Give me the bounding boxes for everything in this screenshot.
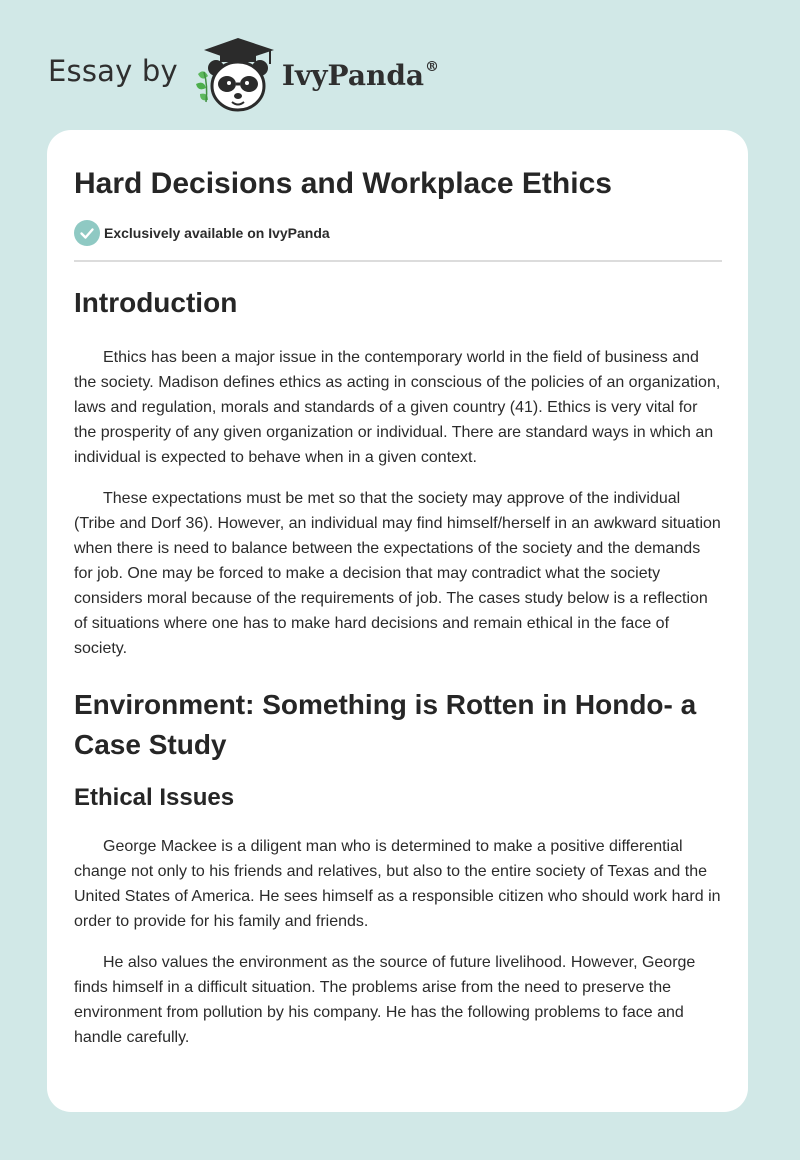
section-heading-case-study: Environment: Something is Rotten in Hondo- a Case Study (74, 689, 697, 760)
title-divider (74, 260, 722, 262)
site-header (48, 34, 439, 114)
paragraph: Ethics has been a major issue in the contemporary world in the field of business and the society. Madison defines ethics as acting in conscious of the policies of an organization, laws and regulation, morals and standards of a given country (41). Ethics is very vital for the prosperity of any given organization or individual. There are standard ways in which an individual is expected to behave when in a given context. (74, 349, 721, 466)
check-circle-icon (74, 220, 100, 246)
essay-title: Hard Decisions and Workplace Ethics (74, 167, 612, 200)
section-heading-introduction: Introduction (74, 287, 238, 318)
panda-graduate-logo-icon (190, 34, 280, 114)
essay-by-label: Essay by (48, 54, 178, 88)
paragraph: George Mackee is a diligent man who is determined to make a positive differential change not only to his friends and relatives, but also to the entire society of Texas and the United States of America. He sees himself as a responsible citizen who should work hard in order to provide for his family and friends. (74, 838, 721, 930)
exclusive-badge-label: Exclusively available on IvyPanda (104, 225, 330, 241)
essay-card (47, 130, 748, 1112)
brand-name: IvyPanda® (281, 58, 440, 92)
paragraph: He also values the environment as the source of future livelihood. However, George finds himself in a difficult situation. The problems arise from the need to preserve the environment from pollution by his company. He has the following problems to face and handle carefully. (74, 954, 696, 1046)
subheading-ethical-issues: Ethical Issues (74, 784, 235, 811)
exclusive-badge (74, 220, 722, 246)
paragraph: These expectations must be met so that the society may approve of the individual (Tribe and Dorf 36). However, an individual may find himself/herself in an awkward situation when there is need to balance between the expectations of the society and the demands for job. One may be forced to make a decision that may contradict what the society considers moral because of the requirements of job. The cases study below is a reflection of situations where one has to make hard decisions and remain ethical in the face of society. (74, 490, 721, 657)
